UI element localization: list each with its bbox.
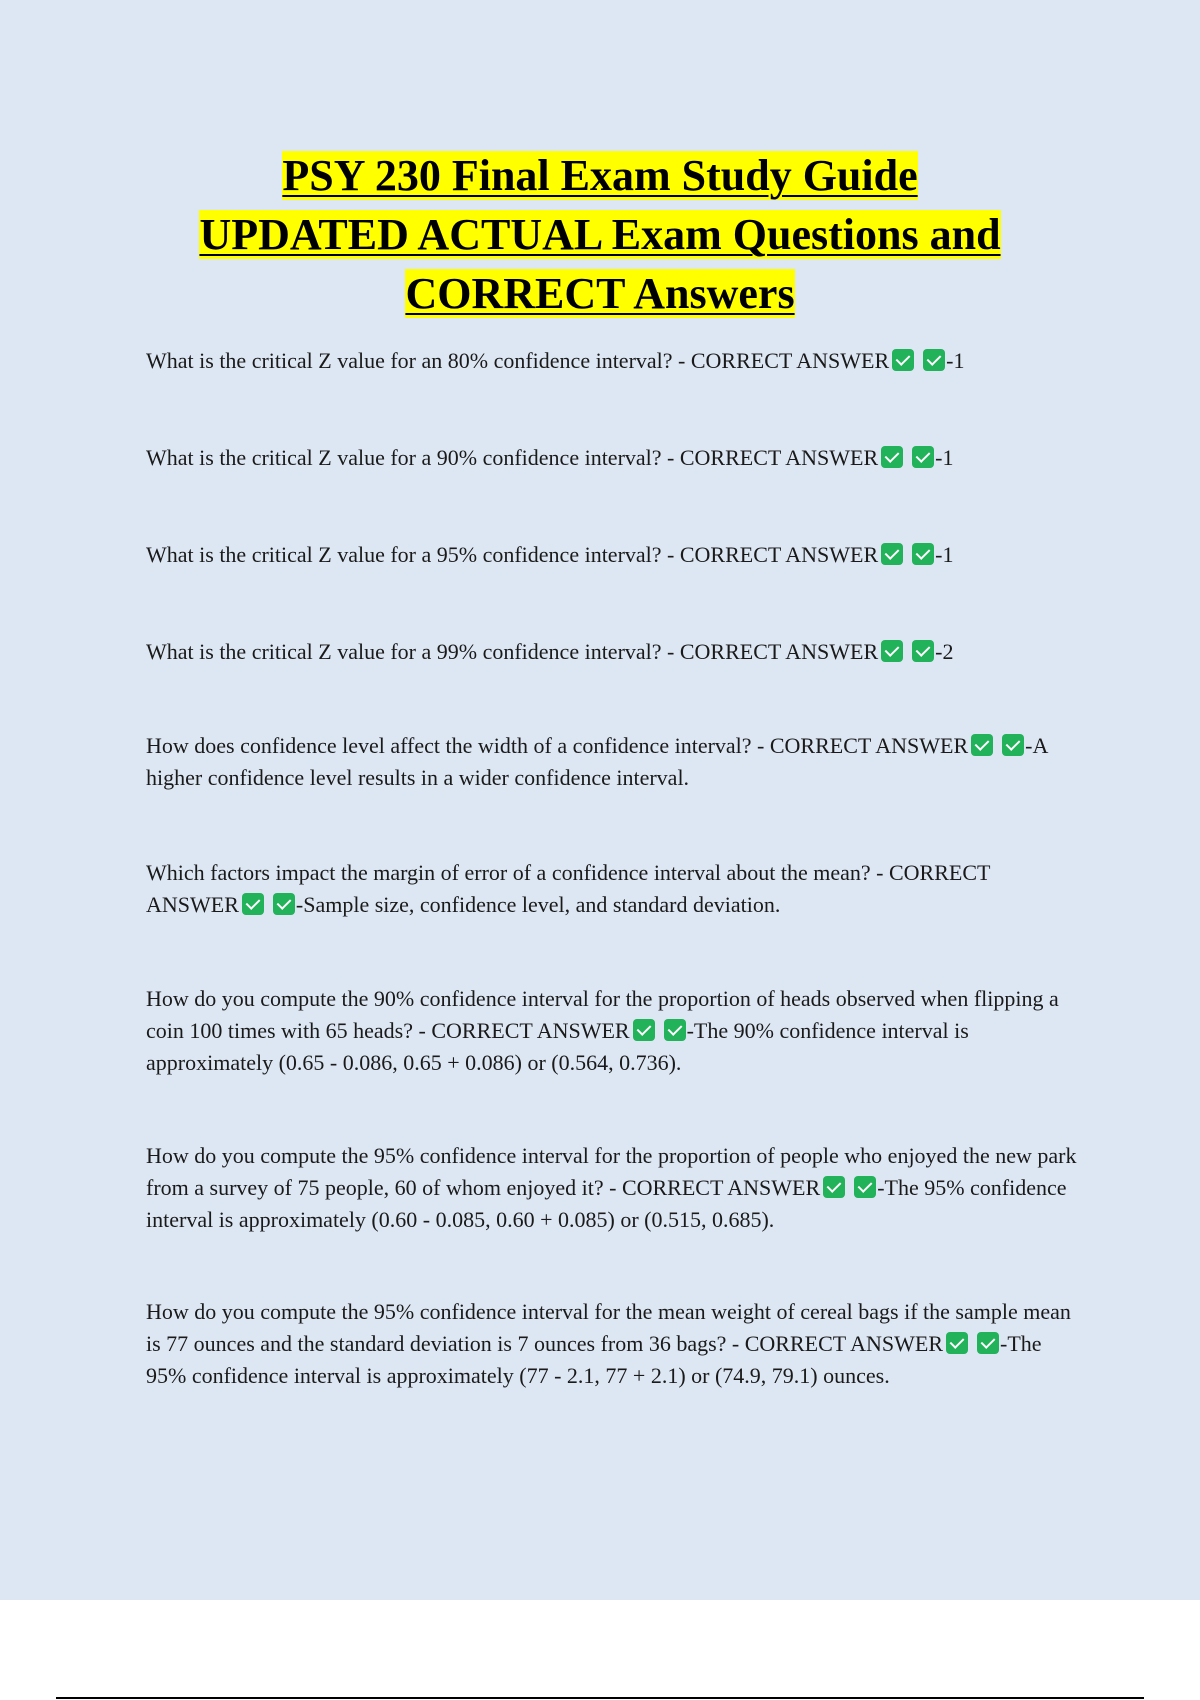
answer-text: -The 95% confidence interval is approximately (77 - 2.1, 77 + 2.1) or (74.9, 79.1) ounces.: [146, 1331, 1042, 1388]
answer-text: -Sample size, confidence level, and standard deviation.: [295, 892, 781, 917]
qa-item: [146, 539, 1086, 571]
qa-item: [146, 1140, 1086, 1236]
check-box-icon: [881, 543, 903, 565]
question-text: What is the critical Z value for a 95% confidence interval? -: [146, 542, 675, 567]
question-text: What is the critical Z value for a 90% confidence interval? -: [146, 445, 675, 470]
question-text: How do you compute the 90% confidence interval for the proportion of heads observed when flipping a coin 100 times with 65 heads? -: [146, 986, 1059, 1043]
document-title: [100, 146, 1100, 323]
answer-text: -2: [935, 639, 954, 664]
check-box-icon: [633, 1019, 655, 1041]
check-box-icon: [242, 893, 264, 915]
title-line-3: CORRECT Answers: [405, 269, 795, 318]
qa-item: [146, 442, 1086, 474]
qa-item: [146, 636, 1086, 668]
check-box-icon: [923, 349, 945, 371]
check-box-icon: [881, 446, 903, 468]
answer-text: -The 95% confidence interval is approximately (0.60 - 0.085, 0.60 + 0.085) or (0.515, 0.685).: [146, 1175, 1067, 1232]
question-text: What is the critical Z value for an 80% confidence interval? -: [146, 348, 686, 373]
answer-text: -1: [935, 445, 954, 470]
qa-item: [146, 983, 1086, 1079]
question-text: Which factors impact the margin of error of a confidence interval about the mean? -: [146, 860, 884, 885]
check-box-icon: [664, 1019, 686, 1041]
check-box-icon: [823, 1176, 845, 1198]
qa-item: [146, 857, 1086, 921]
check-box-icon: [912, 543, 934, 565]
check-box-icon: [977, 1332, 999, 1354]
footer-divider: [56, 1697, 1144, 1699]
answer-marker: CORRECT ANSWER: [690, 348, 890, 373]
answer-marker: CORRECT ANSWER: [679, 639, 879, 664]
answer-marker: CORRECT ANSWER: [621, 1175, 821, 1200]
check-box-icon: [881, 640, 903, 662]
question-text: How do you compute the 95% confidence interval for the mean weight of cereal bags if the sample mean is 77 ounces and the standard deviation is 7 ounces from 36 bags? -: [146, 1299, 1071, 1356]
answer-text: -The 90% confidence interval is approximately (0.65 - 0.086, 0.65 + 0.086) or (0.564, 0.736).: [146, 1018, 969, 1075]
question-text: How do you compute the 95% confidence interval for the proportion of people who enjoyed the new park from a survey of 75 people, 60 of whom enjoyed it? -: [146, 1143, 1077, 1200]
question-text: How does confidence level affect the width of a confidence interval? -: [146, 733, 765, 758]
answer-marker: CORRECT ANSWER: [679, 445, 879, 470]
answer-marker: CORRECT ANSWER: [679, 542, 879, 567]
check-box-icon: [273, 893, 295, 915]
answer-text: -1: [946, 348, 965, 373]
question-text: What is the critical Z value for a 99% confidence interval? -: [146, 639, 675, 664]
qa-item: [146, 1296, 1086, 1392]
answer-marker: CORRECT ANSWER: [744, 1331, 943, 1356]
qa-item: [146, 345, 1086, 377]
answer-marker: CORRECT ANSWER: [146, 860, 991, 917]
check-box-icon: [1002, 734, 1024, 756]
check-box-icon: [912, 640, 934, 662]
check-box-icon: [971, 734, 993, 756]
check-box-icon: [892, 349, 914, 371]
check-box-icon: [946, 1332, 968, 1354]
title-line-2: UPDATED ACTUAL Exam Questions and: [199, 210, 1001, 259]
answer-text: -A higher confidence level results in a wider confidence interval.: [146, 733, 1048, 790]
title-line-1: PSY 230 Final Exam Study Guide: [282, 151, 918, 200]
check-box-icon: [912, 446, 934, 468]
check-box-icon: [854, 1176, 876, 1198]
answer-marker: CORRECT ANSWER: [769, 733, 969, 758]
qa-item: [146, 730, 1086, 794]
answer-text: -1: [935, 542, 954, 567]
answer-marker: CORRECT ANSWER: [431, 1018, 630, 1043]
